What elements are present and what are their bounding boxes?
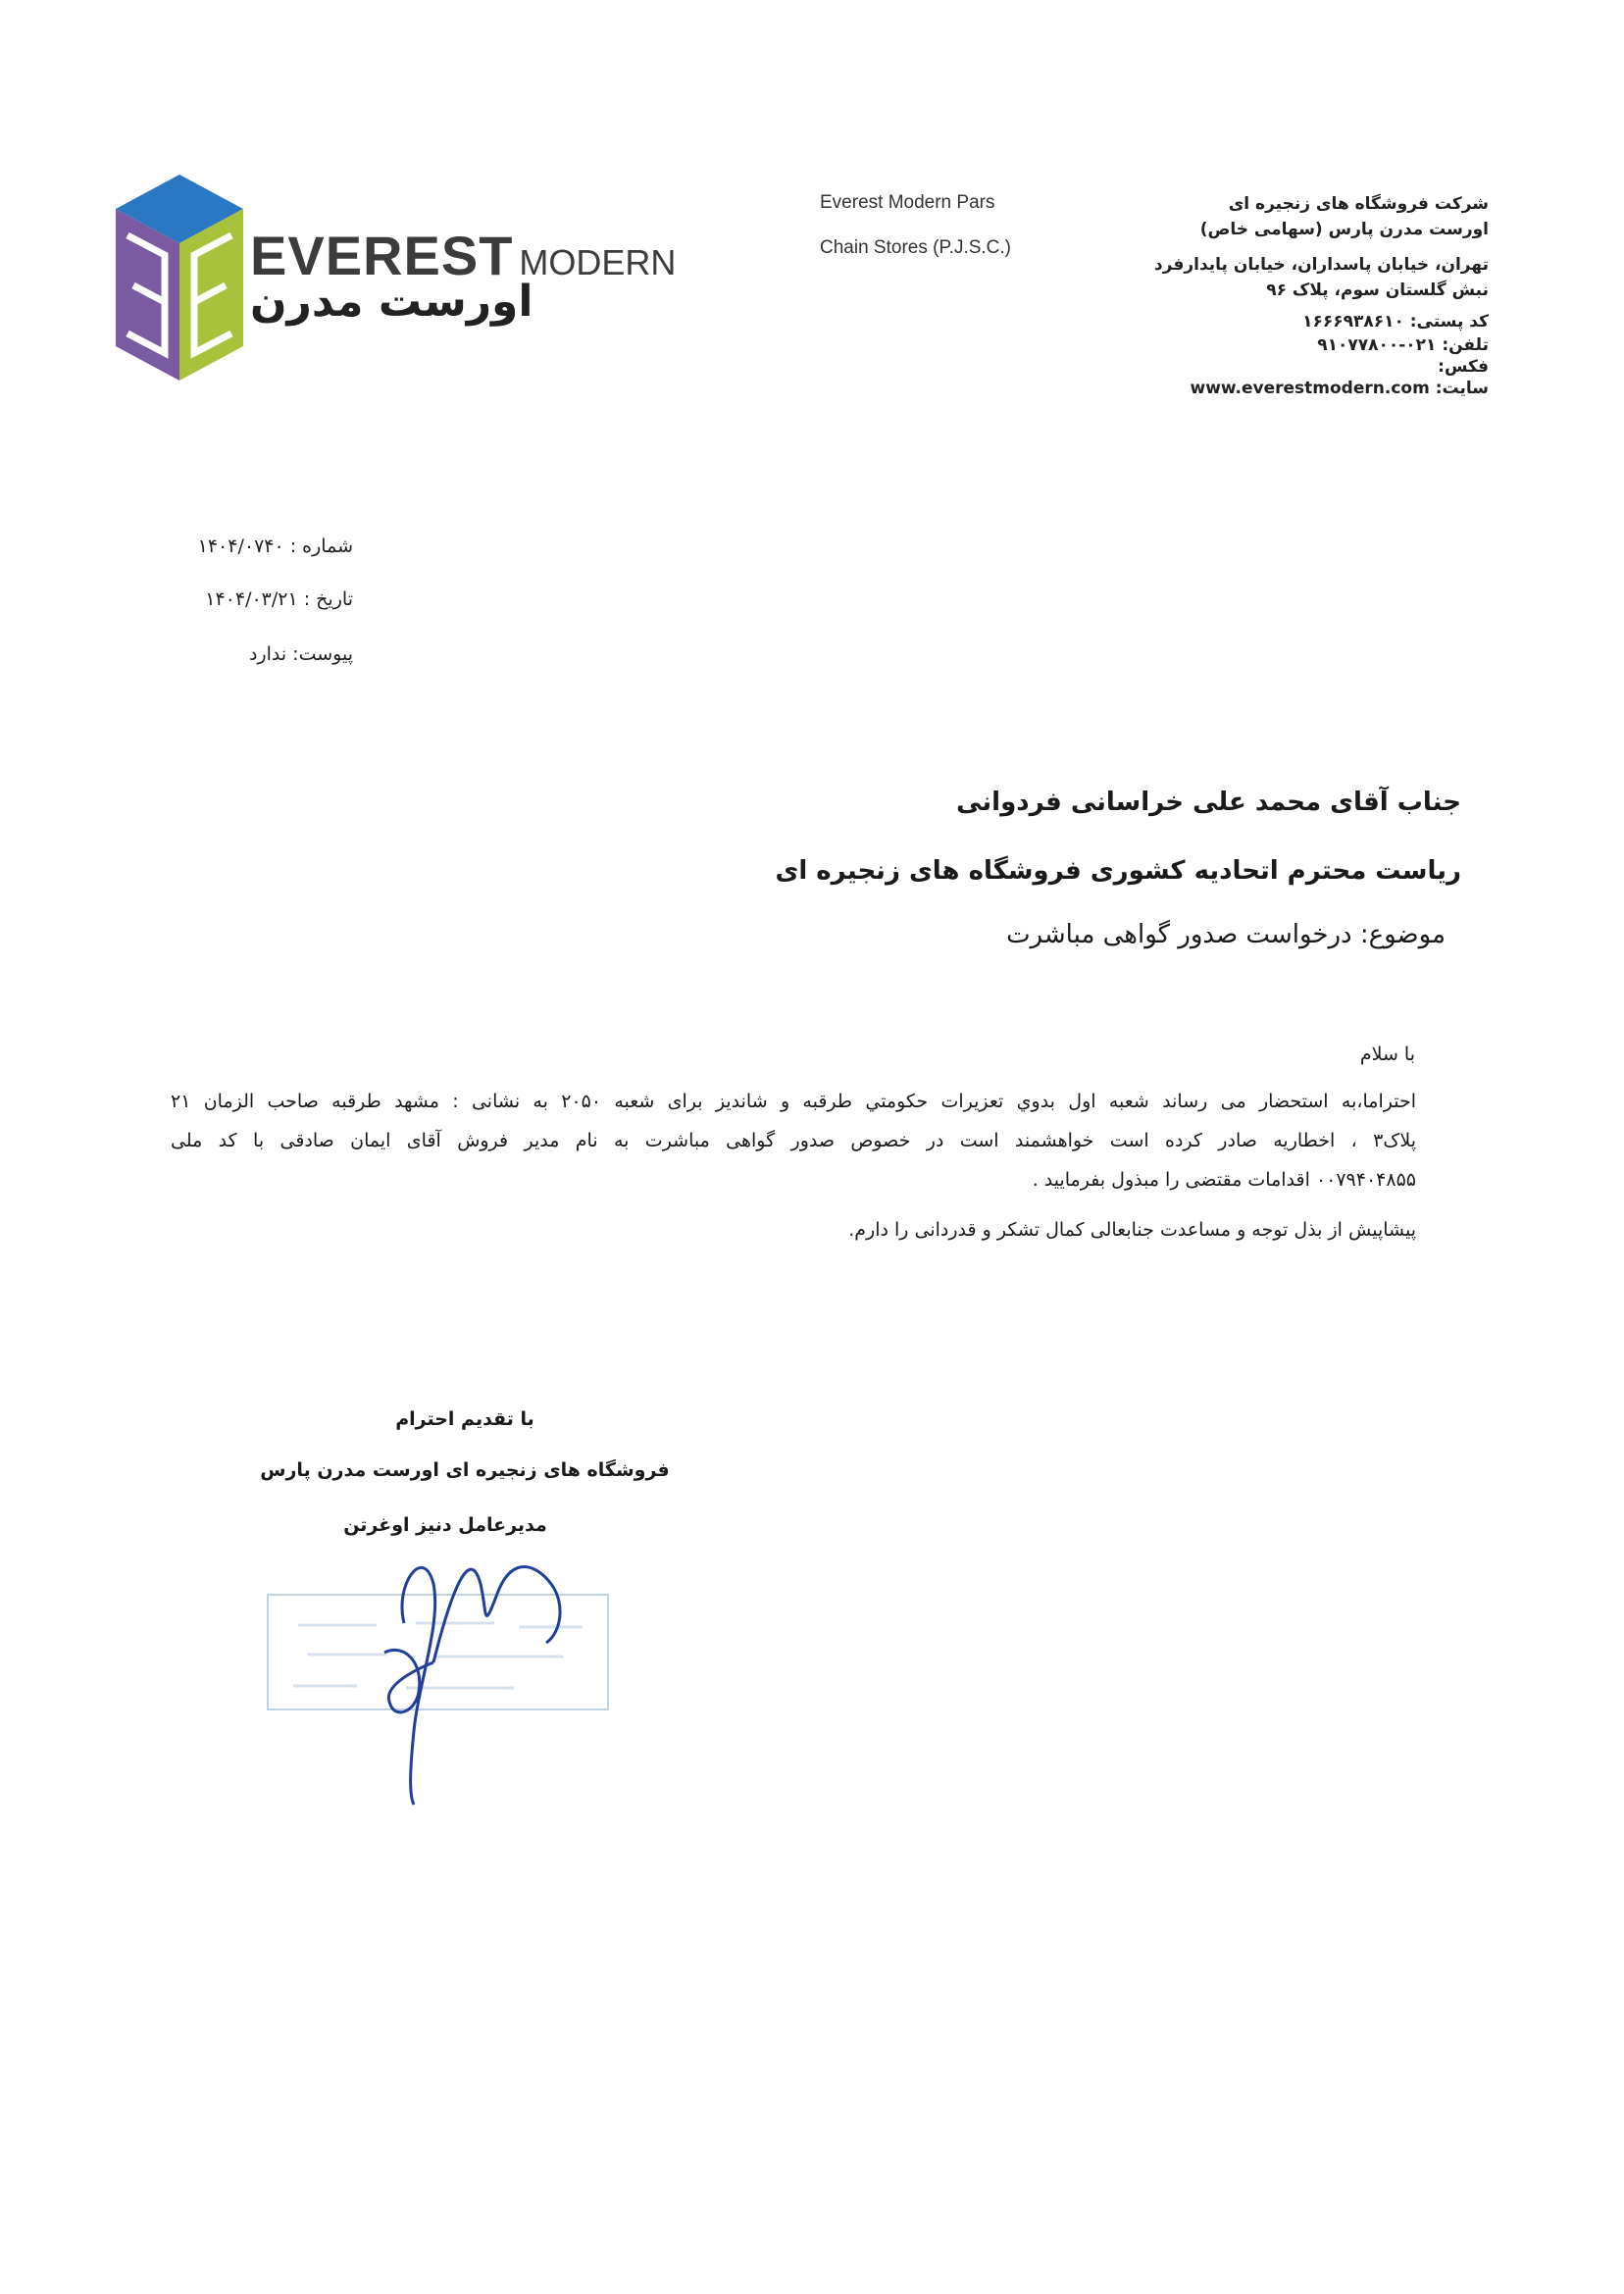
company-fa-website: سایت: www.everestmodern.com xyxy=(1190,379,1489,398)
body-paragraph2: پیشاپیش از بذل توجه و مساعدت جنابعالی کمال تشکر و قدردانی را دارم. xyxy=(848,1219,1416,1241)
closing-company: فروشگاه های زنجیره ای اورست مدرن پارس xyxy=(260,1459,670,1481)
company-fa-line2: اورست مدرن پارس (سهامی خاص) xyxy=(1199,220,1489,239)
company-name-en-line2: Chain Stores (P.J.S.C.) xyxy=(820,237,1012,258)
company-fa-fax: فکس: xyxy=(1438,357,1489,377)
closing-regards: با تقدیم احترام xyxy=(395,1408,534,1430)
company-fa-phone: تلفن: ۰۲۱-۹۱۰۷۷۸۰۰ xyxy=(1317,335,1489,355)
closing-signer: مدیرعامل دنیز اوغرتن xyxy=(343,1514,547,1536)
logo-word-modern: MODERN xyxy=(519,242,677,282)
letter-date: تاریخ : ۱۴۰۴/۰۳/۲۱ xyxy=(205,588,353,610)
letter-subject: موضوع: درخواست صدور گواهی مباشرت xyxy=(1006,920,1446,949)
company-fa-postal-code: کد پستی: ۱۶۶۶۹۳۸۶۱۰ xyxy=(1302,312,1489,331)
signature xyxy=(365,1525,576,1810)
greeting: با سلام xyxy=(1359,1044,1415,1065)
logo-word-everest: EVEREST xyxy=(250,225,514,286)
company-fa-address2: نبش گلستان سوم، پلاک ۹۶ xyxy=(1266,280,1489,300)
company-fa-line1: شرکت فروشگاه های زنجیره ای xyxy=(1228,194,1489,214)
body-paragraph1-line2: پلاک۳ ، اخطاریه صادر کرده است خواهشمند است در خصوص صدور گواهی مباشرت به نام مدیر فروش آقای ایمان صادقی با کد ملی xyxy=(171,1130,1416,1151)
body-paragraph1-line3: ۰۰۷۹۴۰۴۸۵۵ اقدامات مقتضی را مبذول بفرمایید . xyxy=(1032,1169,1416,1191)
company-logo-cube xyxy=(116,175,243,381)
addressee-name: جناب آقای محمد علی خراسانی فردوانی xyxy=(956,788,1461,817)
letter-attachment: پیوست: ندارد xyxy=(248,643,353,665)
body-paragraph1-line1: احتراما،به استحضار می رساند شعبه اول بدوي تعزيرات حكومتي طرقبه و شانديز برای شعبه ۲۰۵۰ به نشانی : مشهد طرقبه صاحب الزمان ۲۱ xyxy=(171,1091,1416,1112)
addressee-title: ریاست محترم اتحادیه کشوری فروشگاه های زنجیره ای xyxy=(775,856,1461,886)
company-fa-address1: تهران، خیابان پاسداران، خیابان پایدارفرد xyxy=(1153,255,1489,275)
company-name-en-line1: Everest Modern Pars xyxy=(820,192,995,213)
logo-wordmark-fa: اورست مدرن xyxy=(250,277,533,327)
letter-number: شماره : ۱۴۰۴/۰۷۴۰ xyxy=(197,535,353,557)
